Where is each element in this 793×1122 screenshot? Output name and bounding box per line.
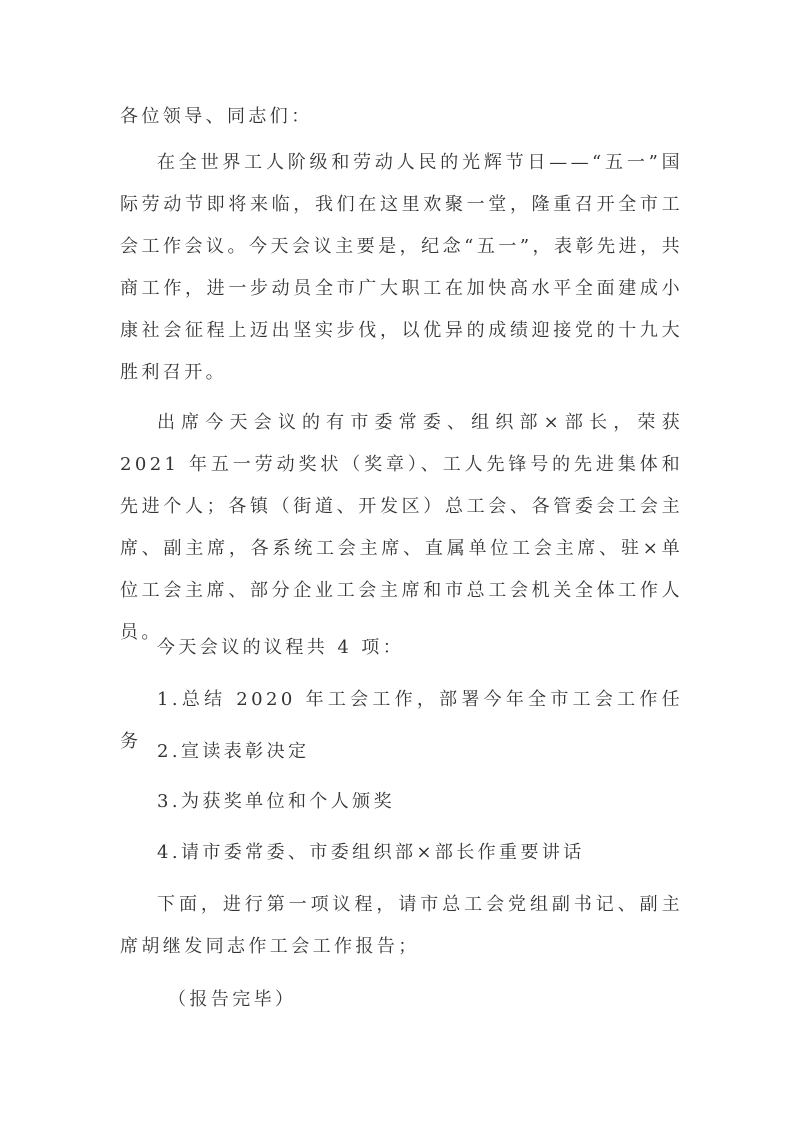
report-complete-note: （报告完毕） bbox=[168, 989, 297, 1010]
agenda-item-3: 3.为获奖单位和个人颁奖 bbox=[157, 791, 395, 812]
agenda-item-2: 2.宣读表彰决定 bbox=[157, 741, 310, 762]
salutation: 各位领导、同志们： bbox=[120, 106, 313, 127]
agenda-item-4: 4.请市委常委、市委组织部×部长作重要讲话 bbox=[157, 842, 585, 863]
paragraph-agenda-intro: 今天会议的议程共 4 项： bbox=[157, 637, 405, 658]
paragraph-opening: 在全世界工人阶级和劳动人民的光辉节日——“五一”国际劳动节即将来临，我们在这里欢聚一堂，隆重召开全市工会工作会议。今天会议主要是，纪念“五一”，表彰先进，共商工作，进一步动员全市广大职工在加快高水平全面建成小康社会征程上迈出坚实步伐，以优异的成绩迎接党的十九大胜利召开。 bbox=[120, 152, 683, 383]
agenda-item-1: 1.总结 2020 年工会工作，部署今年全市工会工作任务 bbox=[120, 689, 683, 752]
paragraph-closing: 下面，进行第一项议程，请市总工会党组副书记、副主席胡继发同志作工会工作报告； bbox=[120, 894, 683, 957]
paragraph-attendees: 出席今天会议的有市委常委、组织部×部长，荣获 2021 年五一劳动奖状（奖章）、工人先锋号的先进集体和先进个人；各镇（街道、开发区）总工会、各管委会工会主席、副主席，各系统工会主席、直属单位工会主席、驻×单位工会主席、部分企业工会主席和市总工会机关全体工作人员。 bbox=[120, 412, 683, 643]
